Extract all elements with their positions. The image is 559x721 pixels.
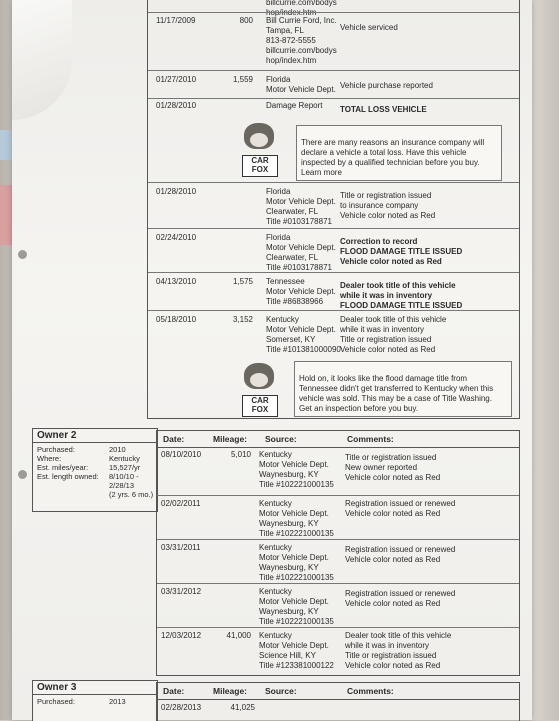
owner2-records-table <box>156 430 520 676</box>
table-header: Date: Mileage: Source: Comments: <box>157 431 519 448</box>
owner3-title: Owner 3 <box>33 681 157 695</box>
owner2-values: 2010 Kentucky 15,527/yr 8/10/10 - 2/28/13 (2 yrs. 6 mo.) <box>109 445 154 499</box>
record-row: 12/03/2012 41,000 Kentucky Motor Vehicle Dept. Science Hill, KY Title #123381000122 Dealer took title of this vehicle while it was in inventory Title or registration issued Vehicle color noted as Red <box>157 627 519 676</box>
car-fox-mascot-icon <box>236 121 282 177</box>
record-mileage: 41,025 <box>230 703 255 712</box>
record-row: 01/28/2010 Damage Report TOTAL LOSS VEHICLE CAR FOX There are many reasons an insurance company will declare a vehicle a total loss. Have this vehicle inspected by a qualified technician before you buy. Learn more <box>148 98 519 183</box>
owner3-summary: Owner 3 Purchased: 2013 <box>32 680 158 721</box>
owner1-records-table <box>147 0 520 419</box>
total-loss-note: There are many reasons an insurance company will declare a vehicle a total loss. Have this vehicle inspected by a qualified technician before you buy. Learn more <box>296 125 502 181</box>
background-wall <box>529 0 559 720</box>
record-row: 03/31/2011 Kentucky Motor Vehicle Dept. Waynesburg, KY Title #102221000135 Registration issued or renewed Vehicle color noted as Red <box>157 539 519 584</box>
carfox-logo: CAR FOX <box>242 155 278 177</box>
record-row: 04/13/2010 1,575 Tennessee Motor Vehicle Dept. Title #86838966 Dealer took title of this vehicle while it was in inventory FLOOD DAMAGE TITLE ISSUED <box>148 272 519 311</box>
record-row: 02/02/2011 Kentucky Motor Vehicle Dept. Waynesburg, KY Title #102221000135 Registration issued or renewed Vehicle color noted as Red <box>157 495 519 540</box>
owner3-records-table <box>156 682 520 721</box>
record-row: 11/17/2009 800 Bill Currie Ford, Inc. Tampa, FL 813-872-5555 billcurrie.com/bodys hop/index.htm Vehicle serviced <box>148 12 519 71</box>
owner2-labels: Purchased: Where: Est. miles/year: Est. length owned: <box>37 445 99 481</box>
partial-source-top: billcurrie.com/bodys hop/index.htm <box>266 0 337 17</box>
record-row: 02/24/2010 Florida Motor Vehicle Dept. Clearwater, FL Title #0103178871 Correction to record FLOOD DAMAGE TITLE ISSUED Vehicle color noted as Red <box>148 228 519 273</box>
record-row: 08/10/2010 5,010 Kentucky Motor Vehicle Dept. Waynesburg, KY Title #102221000135 Title or registration issued New owner reported Vehicle color noted as Red <box>161 450 441 489</box>
paper-fold <box>12 0 72 120</box>
carfox-logo: CAR FOX <box>242 395 278 417</box>
table-header: Date: Mileage: Source: Comments: <box>157 683 519 700</box>
title-washing-note: Hold on, it looks like the flood damage title from Tennessee didn't get transferred to Kentucky when this vehicle was sold. This may be a case of Title Washing. Get an inspection before you buy. <box>294 361 512 417</box>
record-row: 03/31/2012 Kentucky Motor Vehicle Dept. Waynesburg, KY Title #102221000135 Registration issued or renewed Vehicle color noted as Red <box>157 583 519 628</box>
record-row: 05/18/2010 3,152 Kentucky Motor Vehicle Dept. Somerset, KY Title #101381000090 Dealer took title of this vehicle while it was in inventory Title or registration issued Vehicle color noted as Red CAR FOX Hold on, it looks like the flood damage title from Tennessee didn't get transferred to Kentucky when this vehicle was sold. This may be a case of Title Washing. Get an inspection before you buy. <box>148 310 519 419</box>
owner2-summary <box>32 428 158 512</box>
record-date: 02/28/2013 <box>161 703 202 712</box>
vehicle-history-report-page <box>12 0 532 720</box>
record-row: 01/28/2010 Florida Motor Vehicle Dept. Clearwater, FL Title #0103178871 Title or registration issued to insurance company Vehicle color noted as Red <box>148 182 519 229</box>
owner2-title: Owner 2 <box>33 429 157 443</box>
record-row: 01/27/2010 1,559 Florida Motor Vehicle Dept. Vehicle purchase reported <box>148 70 519 99</box>
car-fox-mascot-icon <box>236 361 282 417</box>
